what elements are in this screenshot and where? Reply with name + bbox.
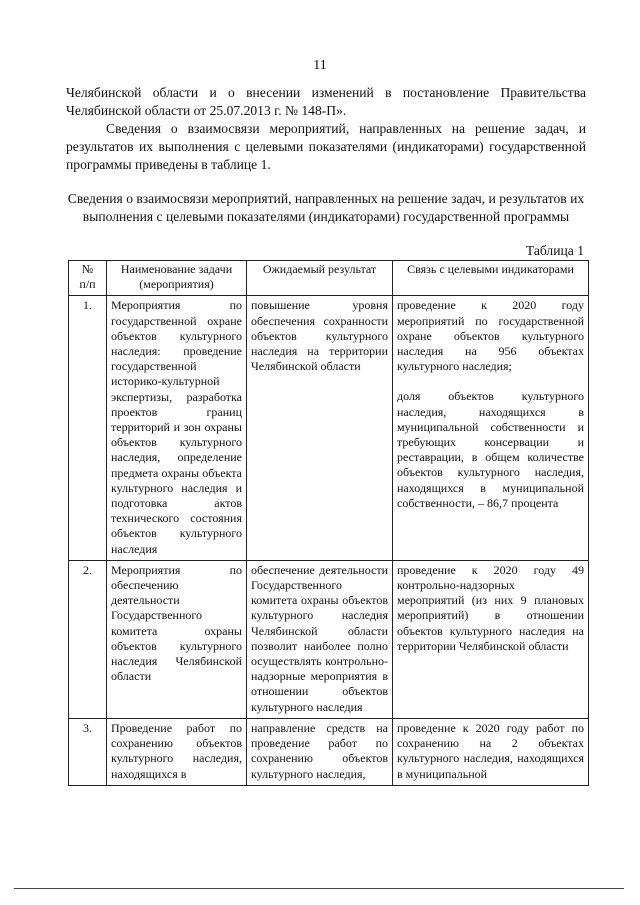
table-row xyxy=(69,560,589,718)
header-task: Наименование задачи (мероприятия) xyxy=(107,261,247,296)
intro-text xyxy=(66,84,586,174)
table-heading: Сведения о взаимосвязи мероприятий, направленных на решение задач, и результатов их выполнения с целевыми показателями (индикаторами) государственной программы xyxy=(67,191,585,224)
header-result: Ожидаемый результат xyxy=(247,261,393,296)
row-task: Мероприятия по государственной охране объектов культурного наследия: проведение государственной историко-культурной экспертизы, разработка проектов границ территорий и зон охраны объектов культурного наследия, определение предмета охраны объекта культурного наследия и подготовка актов технического состояния объектов культурного наследия xyxy=(107,296,247,560)
header-num: № п/п xyxy=(69,261,107,296)
table-row xyxy=(69,718,589,785)
row-num: 2. xyxy=(69,560,107,718)
measures-table xyxy=(68,260,589,786)
row-link xyxy=(393,296,589,560)
table-label: Таблица 1 xyxy=(525,243,584,258)
row-num: 1. xyxy=(69,296,107,560)
intro-line-2: Сведения о взаимосвязи мероприятий, направленных на решение задач, и результатов их выполнения с целевыми показателями (индикаторами) государственной программы приведены в таблице 1. xyxy=(66,121,586,172)
row-result: повышение уровня обеспечения сохранности объектов культурного наследия на территории Челябинской области xyxy=(247,296,393,560)
row-task: Проведение работ по сохранению объектов культурного наследия, находящихся в xyxy=(107,718,247,785)
row-link: проведение к 2020 году 49 контрольно-надзорных мероприятий (из них 9 плановых мероприятий) в отношении объектов культурного наследия на территории Челябинской области xyxy=(393,560,589,718)
row-result: направление средств на проведение работ по сохранению объектов культурного наследия, xyxy=(247,718,393,785)
row-link-part-2: доля объектов культурного наследия, находящихся в муниципальной собственности и требующих консервации и реставрации, в общем количестве объектов культурного наследия, находящихся в муниципальной собственности, – 86,7 процента xyxy=(397,389,584,510)
row-link-part-1: проведение к 2020 году мероприятий по государственной охране объектов культурного наследия на 956 объектах культурного наследия; xyxy=(397,298,584,374)
page-number: 11 xyxy=(313,58,327,73)
footer-divider xyxy=(14,888,624,889)
row-result: обеспечение деятельности Государственного комитета охраны объектов культурного наследия Челябинской области позволит наиболее полно осуществлять контрольно-надзорные мероприятия в отношении объектов культурного наследия xyxy=(247,560,393,718)
table-row xyxy=(69,296,589,560)
header-link: Связь с целевыми индикаторами xyxy=(393,261,589,296)
row-task: Мероприятия по обеспечению деятельности Государственного комитета охраны объектов культурного наследия Челябинской области xyxy=(107,560,247,718)
intro-line-1: Челябинской области и о внесении изменений в постановление Правительства Челябинской области от 25.07.2013 г. № 148-П». xyxy=(66,85,586,118)
row-num: 3. xyxy=(69,718,107,785)
table-header-row xyxy=(69,261,589,296)
row-link: проведение к 2020 году работ по сохранению на 2 объектах культурного наследия, находящихся в муниципальной xyxy=(393,718,589,785)
